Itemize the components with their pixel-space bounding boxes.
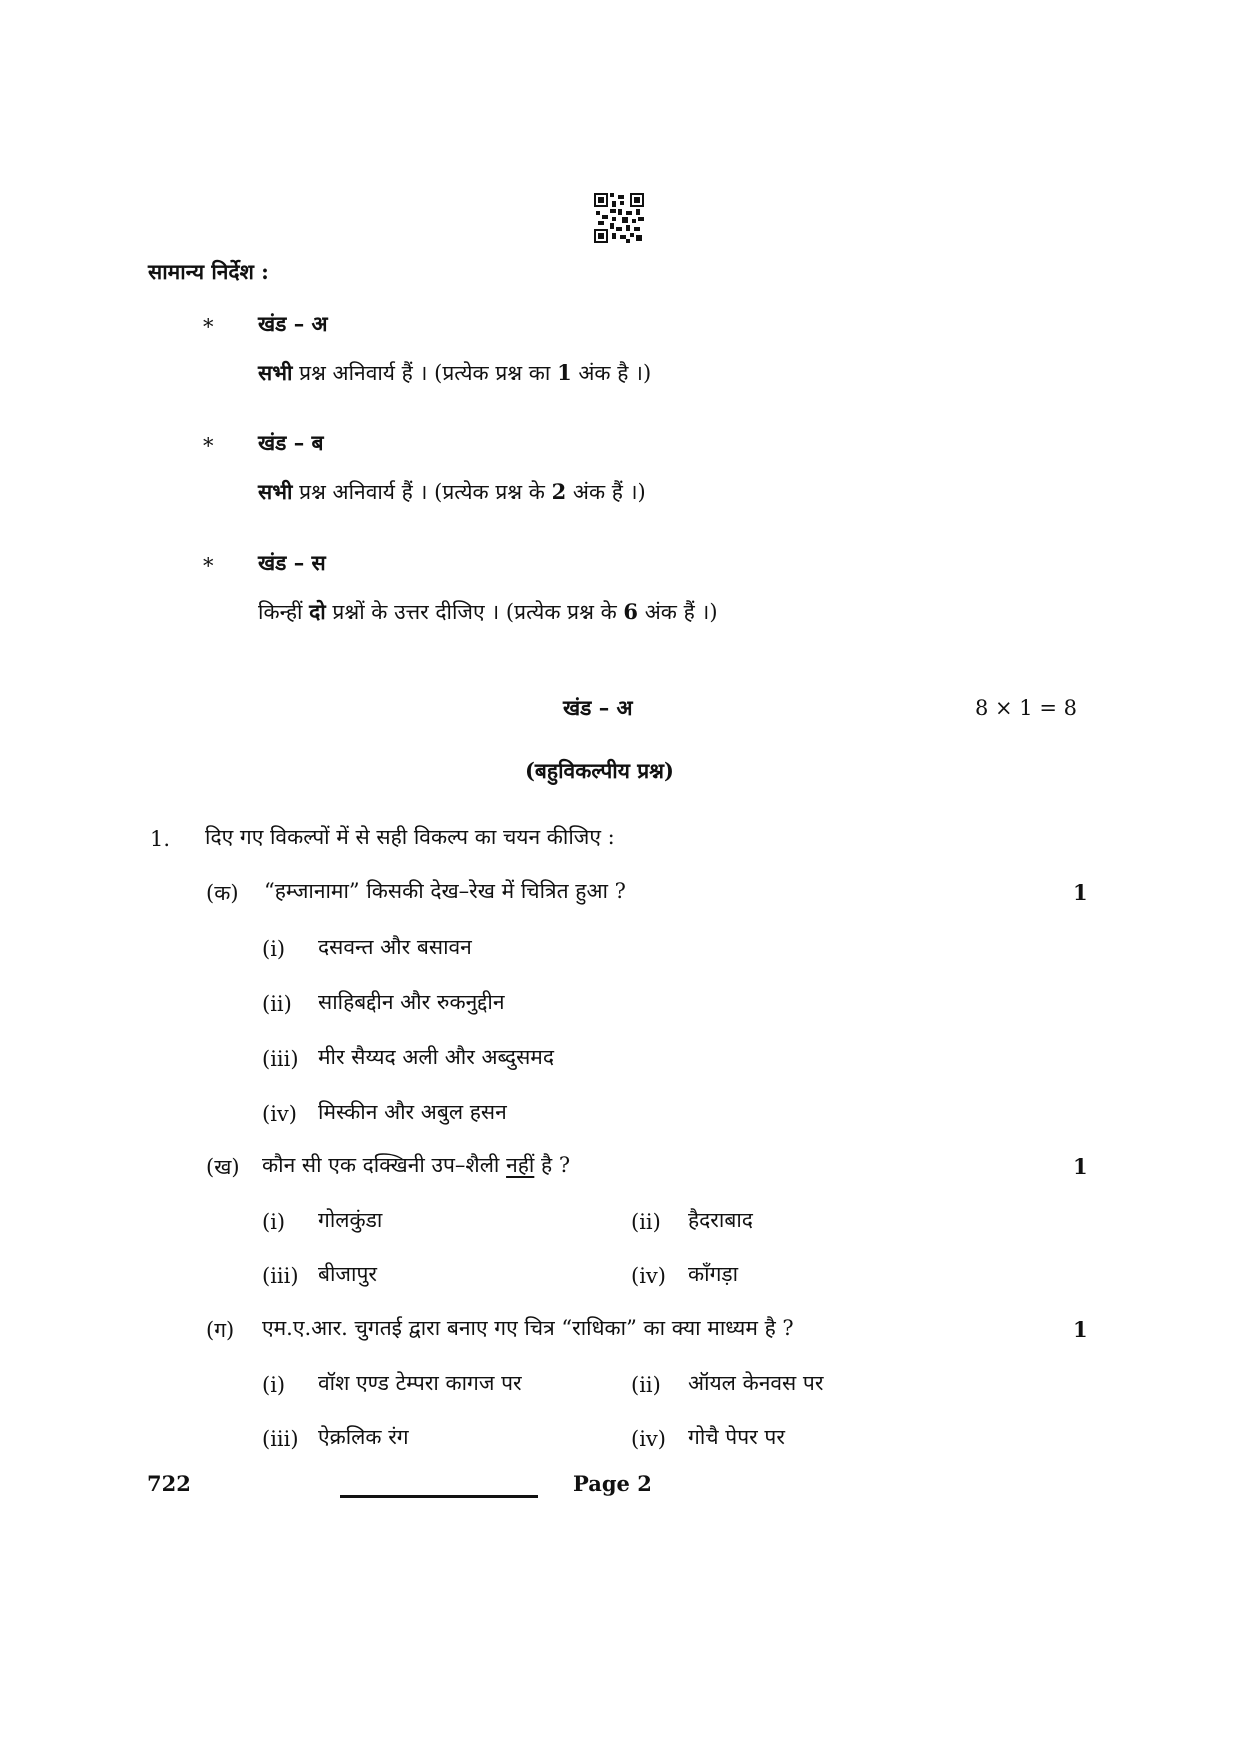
question-text: दिए गए विकल्पों में से सही विकल्प का चयन कीजिए : bbox=[205, 825, 615, 849]
section-b-instruction: सभी प्रश्न अनिवार्य हैं । (प्रत्येक प्रश्न के 2 अंक हैं ।) bbox=[258, 479, 646, 504]
option-number: (iii) bbox=[262, 1264, 299, 1288]
page-number: Page 2 bbox=[573, 1471, 652, 1496]
option-text: दसवन्त और बसावन bbox=[318, 935, 472, 959]
section-marks: 8 × 1 = 8 bbox=[975, 696, 1077, 720]
subquestion-label: (ग) bbox=[206, 1318, 235, 1342]
section-a-title: खंड – अ bbox=[258, 311, 328, 336]
option-number: (iii) bbox=[262, 1047, 299, 1071]
subquestion-text: “हम्जानामा” किसकी देख–रेख में चित्रित हुआ ? bbox=[264, 879, 626, 903]
section-a-instruction: सभी प्रश्न अनिवार्य हैं । (प्रत्येक प्रश्न का 1 अंक है ।) bbox=[258, 360, 652, 385]
qr-code-icon bbox=[594, 193, 644, 243]
option-number: (i) bbox=[262, 1373, 286, 1397]
section-b-title: खंड – ब bbox=[258, 430, 324, 455]
subquestion-text: एम.ए.आर. चुगतई द्वारा बनाए गए चित्र “राधिका” का क्या माध्यम है ? bbox=[262, 1316, 794, 1340]
option-text: काँगड़ा bbox=[688, 1262, 739, 1286]
option-text: ऑयल केनवस पर bbox=[688, 1371, 824, 1395]
option-number: (iv) bbox=[631, 1427, 666, 1451]
subquestion-label: (क) bbox=[206, 881, 239, 905]
option-text: मिस्कीन और अबुल हसन bbox=[318, 1100, 507, 1124]
subquestion-label: (ख) bbox=[206, 1155, 240, 1179]
marks-label: 1 bbox=[1073, 1154, 1088, 1179]
option-number: (ii) bbox=[631, 1210, 661, 1234]
option-number: (iv) bbox=[631, 1264, 666, 1288]
question-number: 1. bbox=[150, 827, 171, 851]
section-c-instruction: किन्हीं दो प्रश्नों के उत्तर दीजिए । (प्रत्येक प्रश्न के 6 अंक हैं ।) bbox=[258, 599, 718, 624]
general-instructions-heading: सामान्य निर्देश : bbox=[148, 259, 269, 284]
option-text: साहिबद्दीन और रुकनुद्दीन bbox=[318, 990, 505, 1014]
bullet-marker: * bbox=[203, 315, 214, 339]
option-number: (ii) bbox=[631, 1373, 661, 1397]
paper-code: 722 bbox=[147, 1471, 191, 1496]
option-text: ऐक्रलिक रंग bbox=[318, 1425, 409, 1449]
option-number: (ii) bbox=[262, 992, 292, 1016]
section-subtitle: (बहुविकल्पीय प्रश्न) bbox=[525, 758, 674, 783]
bullet-marker: * bbox=[203, 554, 214, 578]
option-text: गोलकुंडा bbox=[318, 1208, 383, 1232]
marks-label: 1 bbox=[1073, 1317, 1088, 1342]
marks-label: 1 bbox=[1073, 880, 1088, 905]
option-text: वॉश एण्ड टेम्परा कागज पर bbox=[318, 1371, 522, 1395]
section-heading: खंड – अ bbox=[563, 695, 633, 720]
option-number: (iv) bbox=[262, 1102, 297, 1126]
bullet-marker: * bbox=[203, 434, 214, 458]
subquestion-text: कौन सी एक दक्खिनी उप–शैली नहीं है ? bbox=[262, 1153, 571, 1177]
option-text: हैदराबाद bbox=[688, 1208, 753, 1232]
option-text: बीजापुर bbox=[318, 1262, 377, 1286]
option-text: मीर सैय्यद अली और अब्दुसमद bbox=[318, 1045, 554, 1069]
option-number: (iii) bbox=[262, 1427, 299, 1451]
option-number: (i) bbox=[262, 1210, 286, 1234]
section-c-title: खंड – स bbox=[258, 550, 326, 575]
footer-divider bbox=[340, 1495, 538, 1498]
option-text: गोचै पेपर पर bbox=[688, 1425, 785, 1449]
option-number: (i) bbox=[262, 937, 286, 961]
